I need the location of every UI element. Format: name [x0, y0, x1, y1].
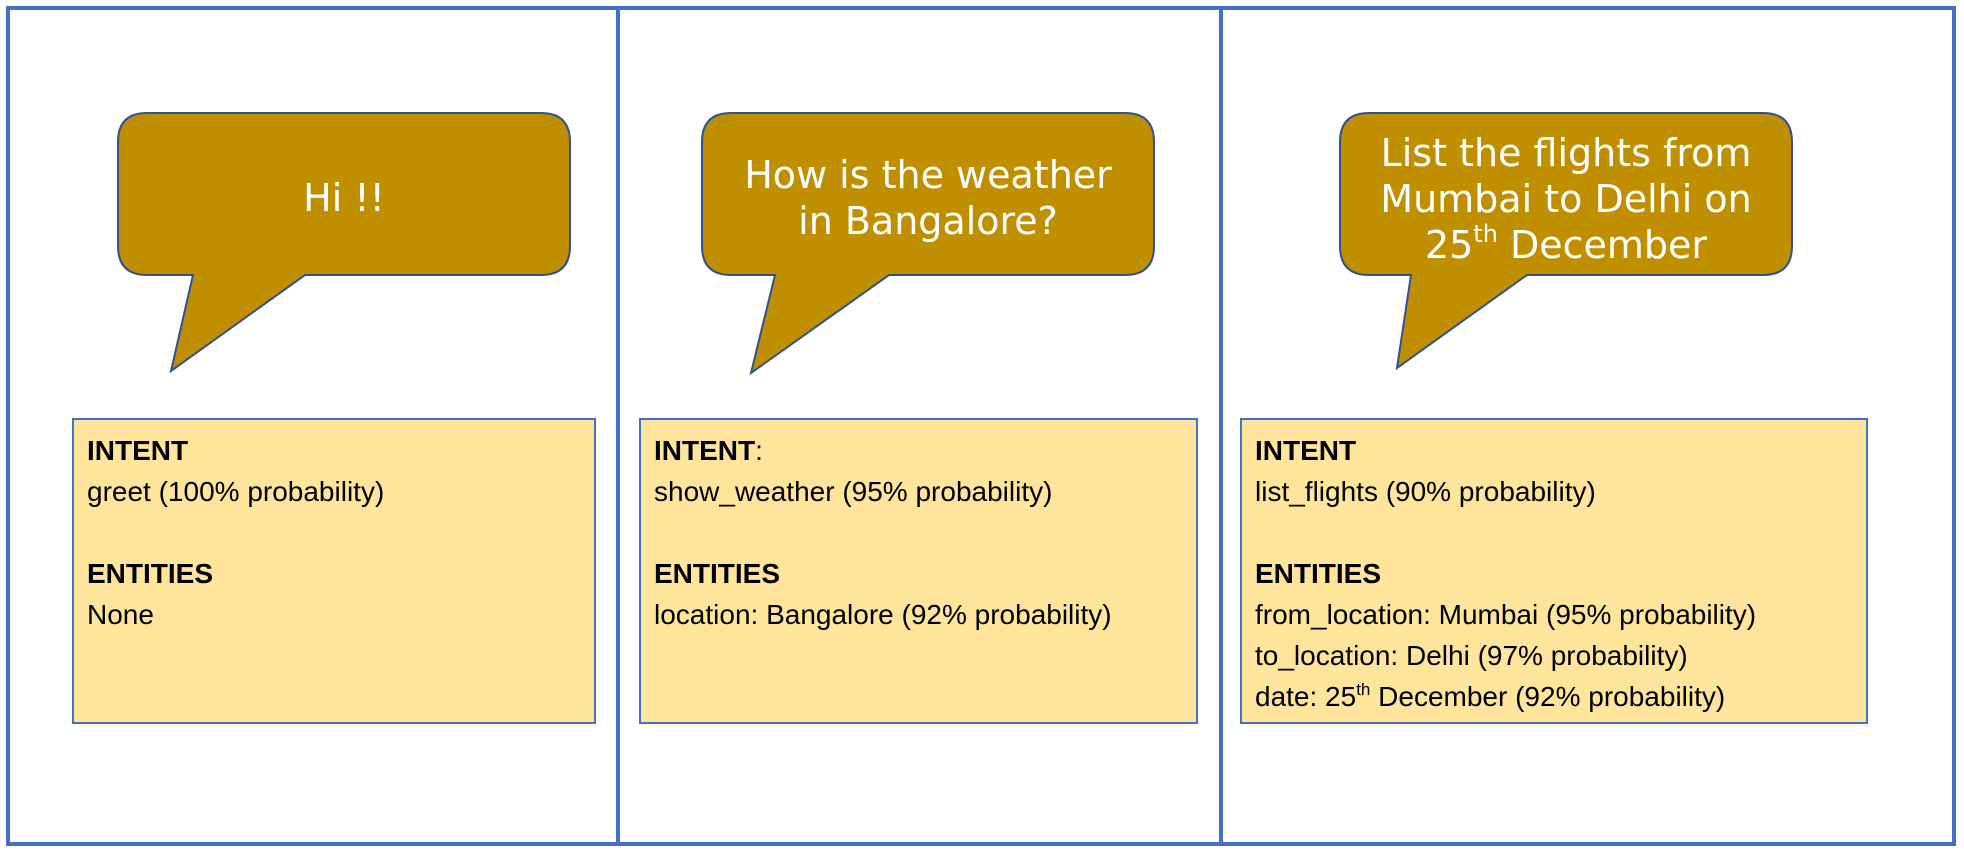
entities-heading: ENTITIES [87, 558, 214, 589]
intent-heading-line [654, 430, 1183, 471]
intent-value: list_flights (90% probability) [1255, 476, 1596, 507]
speech-bubble-greet [117, 112, 571, 376]
entity-ordinal: th [1356, 680, 1371, 699]
panel-spacer [87, 512, 581, 553]
intent-heading-line [1255, 430, 1853, 471]
intent-heading: INTENT [1255, 435, 1357, 466]
utterance-text: How is the weather in Bangalore? [744, 153, 1112, 243]
panel-spacer [654, 512, 1183, 553]
speech-bubble-text [1353, 124, 1779, 274]
entity-text: None [87, 599, 154, 630]
intent-heading: INTENT [87, 435, 189, 466]
entities-heading: ENTITIES [1255, 558, 1382, 589]
entities-heading: ENTITIES [654, 558, 781, 589]
entity-text: from_location: Mumbai (95% probability) [1255, 599, 1757, 630]
utterance-line-3-number: 25 [1424, 223, 1474, 267]
entity-line [1255, 676, 1853, 717]
utterance-line-2: Mumbai to Delhi on [1380, 177, 1752, 221]
utterance-text: Hi !! [303, 176, 385, 220]
entity-line [1255, 594, 1853, 635]
entity-text: location: Bangalore (92% probability) [654, 599, 1112, 630]
entity-line [654, 594, 1183, 635]
entity-line [1255, 635, 1853, 676]
speech-bubble-weather [701, 112, 1155, 376]
utterance-line-1: List the flights from [1380, 131, 1752, 175]
entity-text: to_location: Delhi (97% probability) [1255, 640, 1688, 671]
entity-tail: December (92% probability) [1370, 681, 1726, 712]
panel-spacer [1255, 512, 1853, 553]
entity-text: date: 25 [1255, 681, 1357, 712]
intent-heading-suffix: : [755, 435, 763, 466]
entity-line [87, 594, 581, 635]
column-divider-1 [616, 6, 620, 846]
nlu-result-panel-weather [639, 418, 1198, 724]
speech-bubble-flights [1339, 112, 1793, 376]
nlu-result-panel-greet [72, 418, 596, 724]
utterance-line-3-month: December [1497, 223, 1708, 267]
column-divider-2 [1219, 6, 1223, 846]
nlu-result-panel-flights [1240, 418, 1868, 724]
utterance-line-3-ordinal: th [1473, 220, 1498, 248]
speech-bubble-text [131, 120, 557, 276]
intent-heading: INTENT [654, 435, 756, 466]
intent-heading-line [87, 430, 581, 471]
speech-bubble-text [715, 120, 1141, 276]
intent-value: show_weather (95% probability) [654, 476, 1053, 507]
utterance-line-3 [1425, 222, 1707, 268]
intent-value: greet (100% probability) [87, 476, 385, 507]
